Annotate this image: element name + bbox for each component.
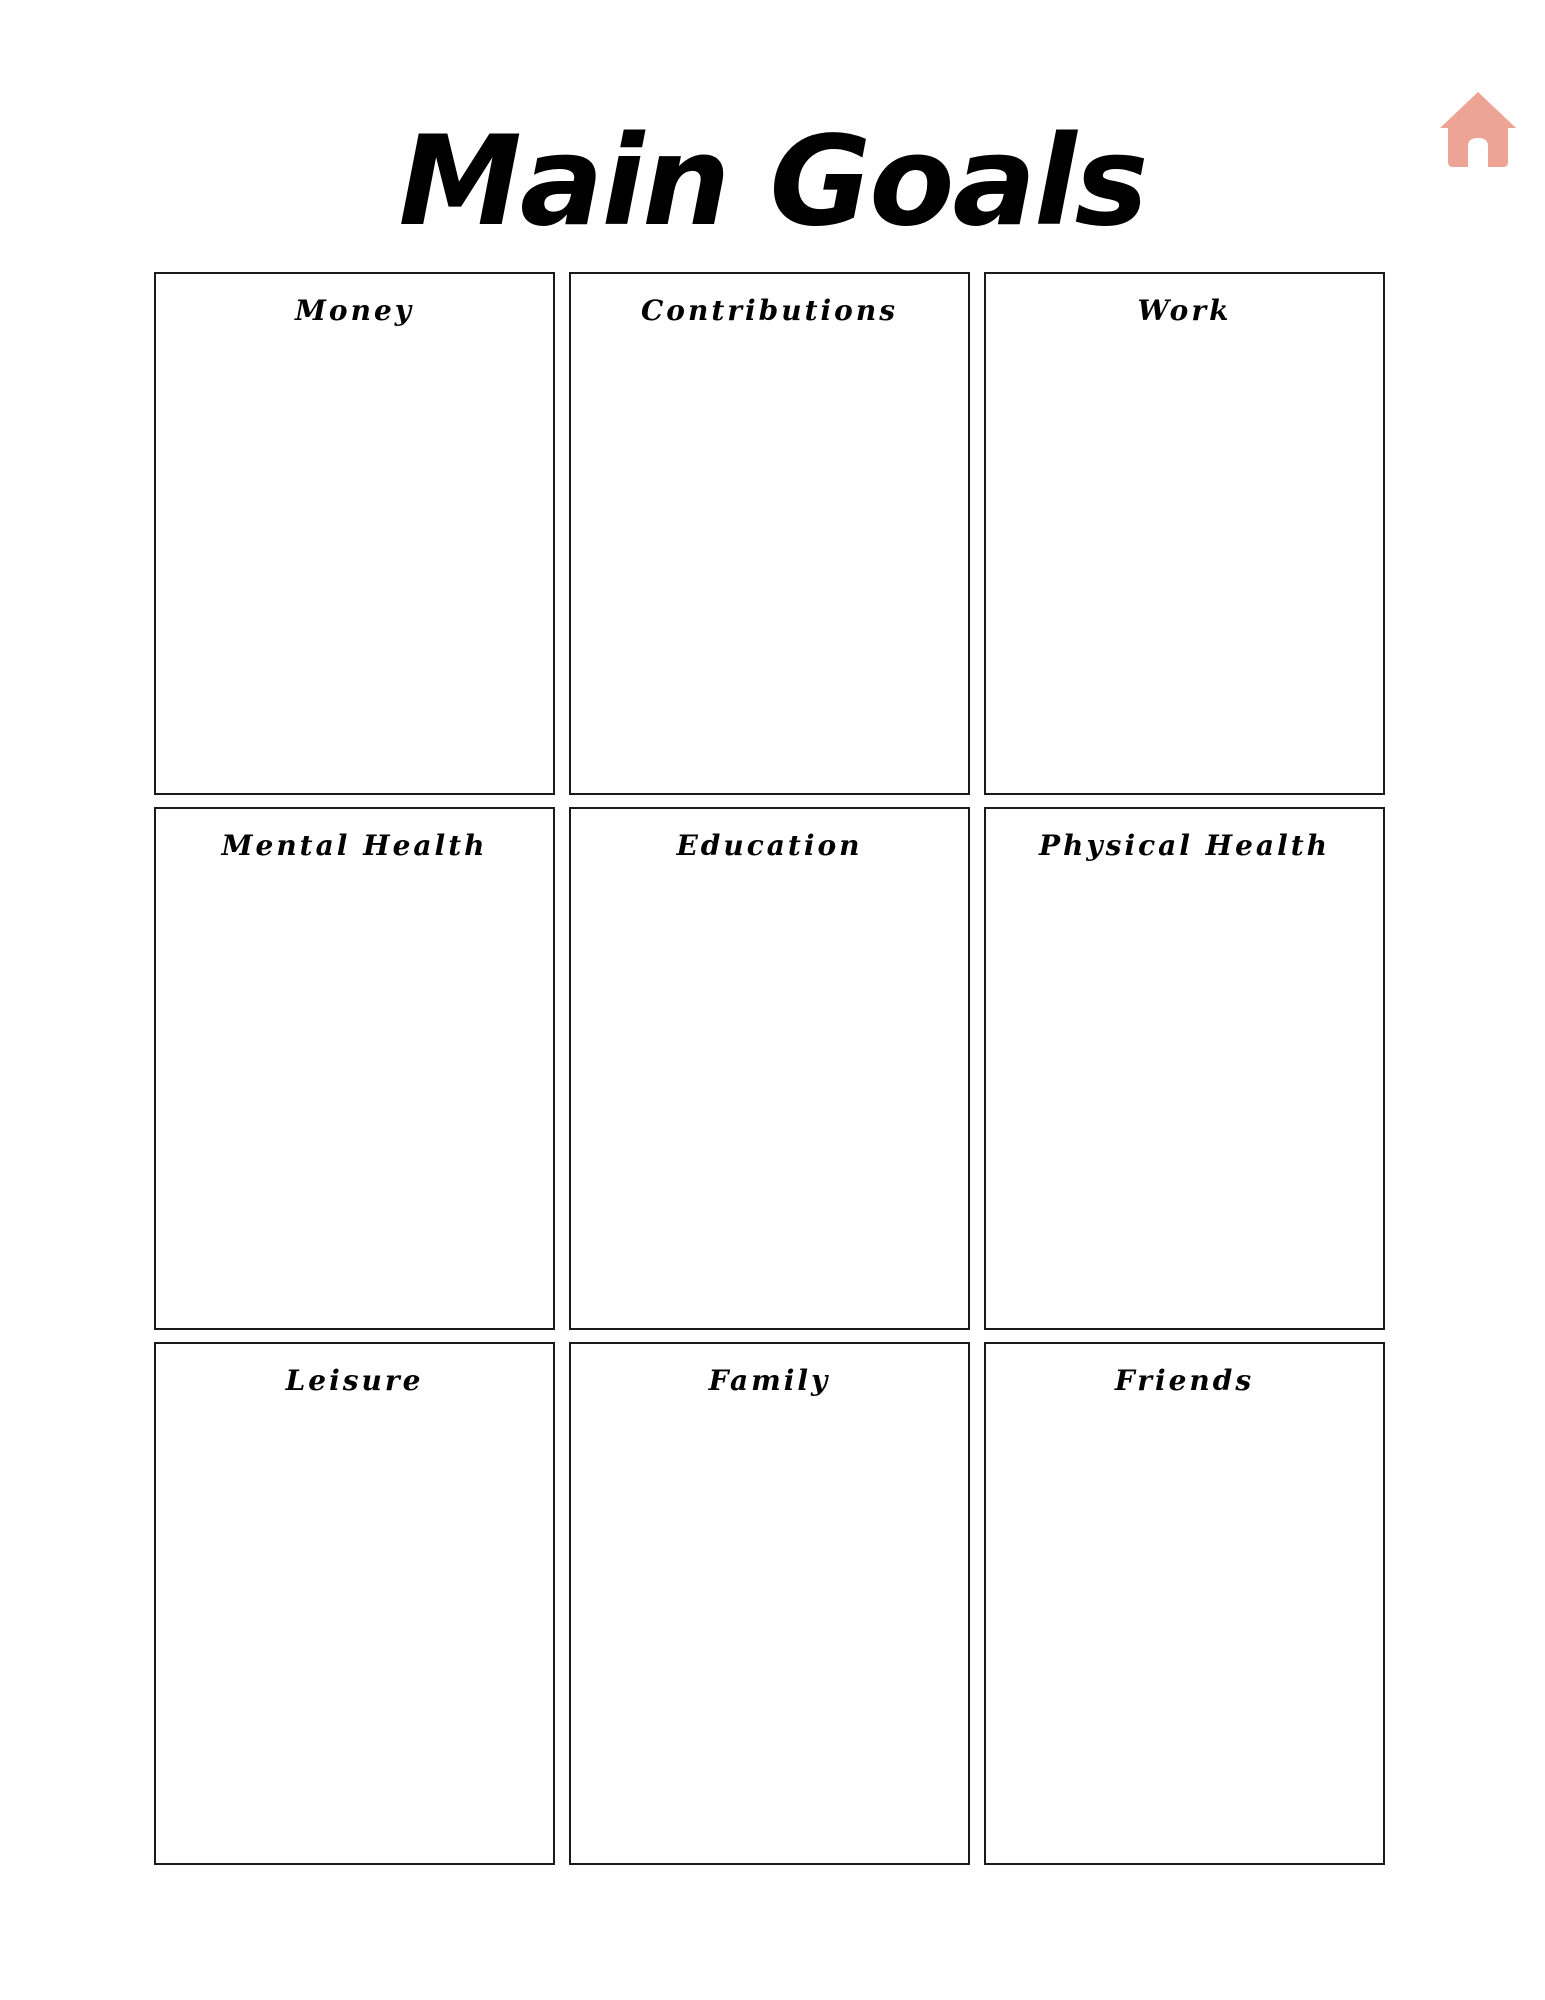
- goal-label-family: Family: [708, 1364, 831, 1397]
- goal-label-friends: Friends: [1114, 1364, 1255, 1397]
- goal-box-contributions[interactable]: [569, 272, 970, 795]
- goal-label-education: Education: [676, 829, 863, 862]
- goal-label-money: Money: [294, 294, 415, 327]
- goal-label-physical-health: Physical Health: [1039, 829, 1330, 862]
- goal-box-leisure[interactable]: [154, 1342, 555, 1865]
- goal-label-leisure: Leisure: [285, 1364, 424, 1397]
- page-title: Main Goals: [398, 110, 1147, 254]
- goal-label-work: Work: [1137, 294, 1232, 327]
- goal-box-education[interactable]: [569, 807, 970, 1330]
- goal-grid: [154, 272, 1385, 1865]
- goal-box-money[interactable]: [154, 272, 555, 795]
- goal-label-mental-health: Mental Health: [221, 829, 488, 862]
- goal-box-mental-health[interactable]: [154, 807, 555, 1330]
- goal-box-physical-health[interactable]: [984, 807, 1385, 1330]
- goal-box-friends[interactable]: [984, 1342, 1385, 1865]
- goal-box-family[interactable]: [569, 1342, 970, 1865]
- goal-box-work[interactable]: [984, 272, 1385, 795]
- goal-label-contributions: Contributions: [641, 294, 898, 327]
